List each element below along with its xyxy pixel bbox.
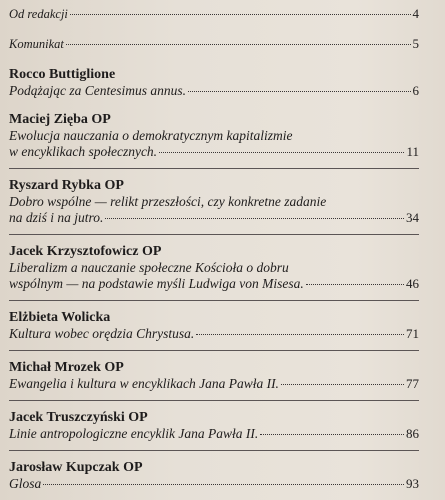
toc-title-line: [9, 36, 419, 52]
toc-entry: [9, 111, 419, 160]
toc-title: Komunikat: [9, 37, 64, 51]
toc-title-line: [9, 376, 419, 392]
toc-page-number: 11: [406, 144, 419, 159]
toc-page-number: 86: [406, 426, 419, 441]
toc-entry: [9, 309, 419, 342]
toc-title-line: [9, 83, 419, 99]
dot-leader: [188, 91, 411, 92]
toc-title-line: [9, 276, 419, 292]
toc-title: wspólnym — na podstawie myśli Ludwiga von Misesa.: [9, 276, 304, 291]
toc-title: Dobro wspólne — relikt przeszłości, czy konkretne zadanie: [9, 194, 327, 209]
toc-page-number: 4: [412, 6, 419, 21]
toc-author: Elżbieta Wolicka: [9, 310, 111, 325]
toc-entry: [9, 177, 419, 226]
toc-title: Ewolucja nauczania o demokratycznym kapitalizmie: [9, 128, 293, 143]
toc-title-line: [9, 476, 419, 492]
toc-title-line: [9, 194, 419, 210]
toc-page-number: 71: [406, 326, 419, 341]
dot-leader: [196, 334, 404, 335]
toc-entry: [9, 66, 419, 99]
toc-entry: [9, 359, 419, 392]
dot-leader: [66, 44, 411, 45]
toc-title: Kultura wobec orędzia Chrystusa.: [9, 326, 195, 341]
toc-page-number: 6: [412, 83, 419, 98]
toc-title: w encyklikach społecznych.: [9, 144, 158, 159]
toc-author: Ryszard Rybka OP: [9, 178, 124, 193]
toc-title: Podążając za Centesimus annus.: [9, 83, 186, 98]
toc-title: Glosa: [9, 476, 42, 491]
dot-leader: [43, 484, 404, 485]
toc-title: Od redakcji: [9, 7, 68, 21]
dot-leader: [159, 152, 404, 153]
toc-title-line: [9, 144, 419, 160]
dot-leader: [260, 434, 404, 435]
toc-title: Linie antropologiczne encyklik Jana Pawła II.: [9, 426, 259, 441]
toc-author: Maciej Zięba OP: [9, 112, 111, 127]
toc-title-line: [9, 128, 419, 144]
toc-author: Michał Mrozek OP: [9, 360, 124, 375]
toc-page-number: 46: [406, 276, 419, 291]
toc-title-line: [9, 6, 419, 22]
dot-leader: [105, 218, 404, 219]
toc-author: Jacek Truszczyński OP: [9, 410, 148, 425]
toc-title-line: [9, 426, 419, 442]
toc-entry: [9, 243, 419, 292]
toc-entry: [9, 459, 419, 492]
toc-page-number: 77: [406, 376, 419, 391]
toc-entry: [9, 36, 419, 52]
toc-title: Ewangelia i kultura w encyklikach Jana Pawła II.: [9, 376, 279, 391]
toc-author: Rocco Buttiglione: [9, 67, 116, 82]
dot-leader: [306, 284, 404, 285]
toc-entry: [9, 409, 419, 442]
toc-author: Jacek Krzysztofowicz OP: [9, 244, 162, 259]
dot-leader: [70, 14, 411, 15]
toc-title-line: [9, 210, 419, 226]
toc-entry: [9, 6, 419, 22]
toc-page-number: 5: [412, 36, 419, 51]
toc-page-number: 93: [406, 476, 419, 491]
dot-leader: [281, 384, 404, 385]
toc-author: Jarosław Kupczak OP: [9, 460, 143, 475]
toc-title-line: [9, 260, 419, 276]
toc-title-line: [9, 326, 419, 342]
toc-title: na dziś i na jutro.: [9, 210, 104, 225]
toc-page-number: 34: [406, 210, 419, 225]
toc-title: Liberalizm a nauczanie społeczne Kościoła o dobru: [9, 260, 289, 275]
